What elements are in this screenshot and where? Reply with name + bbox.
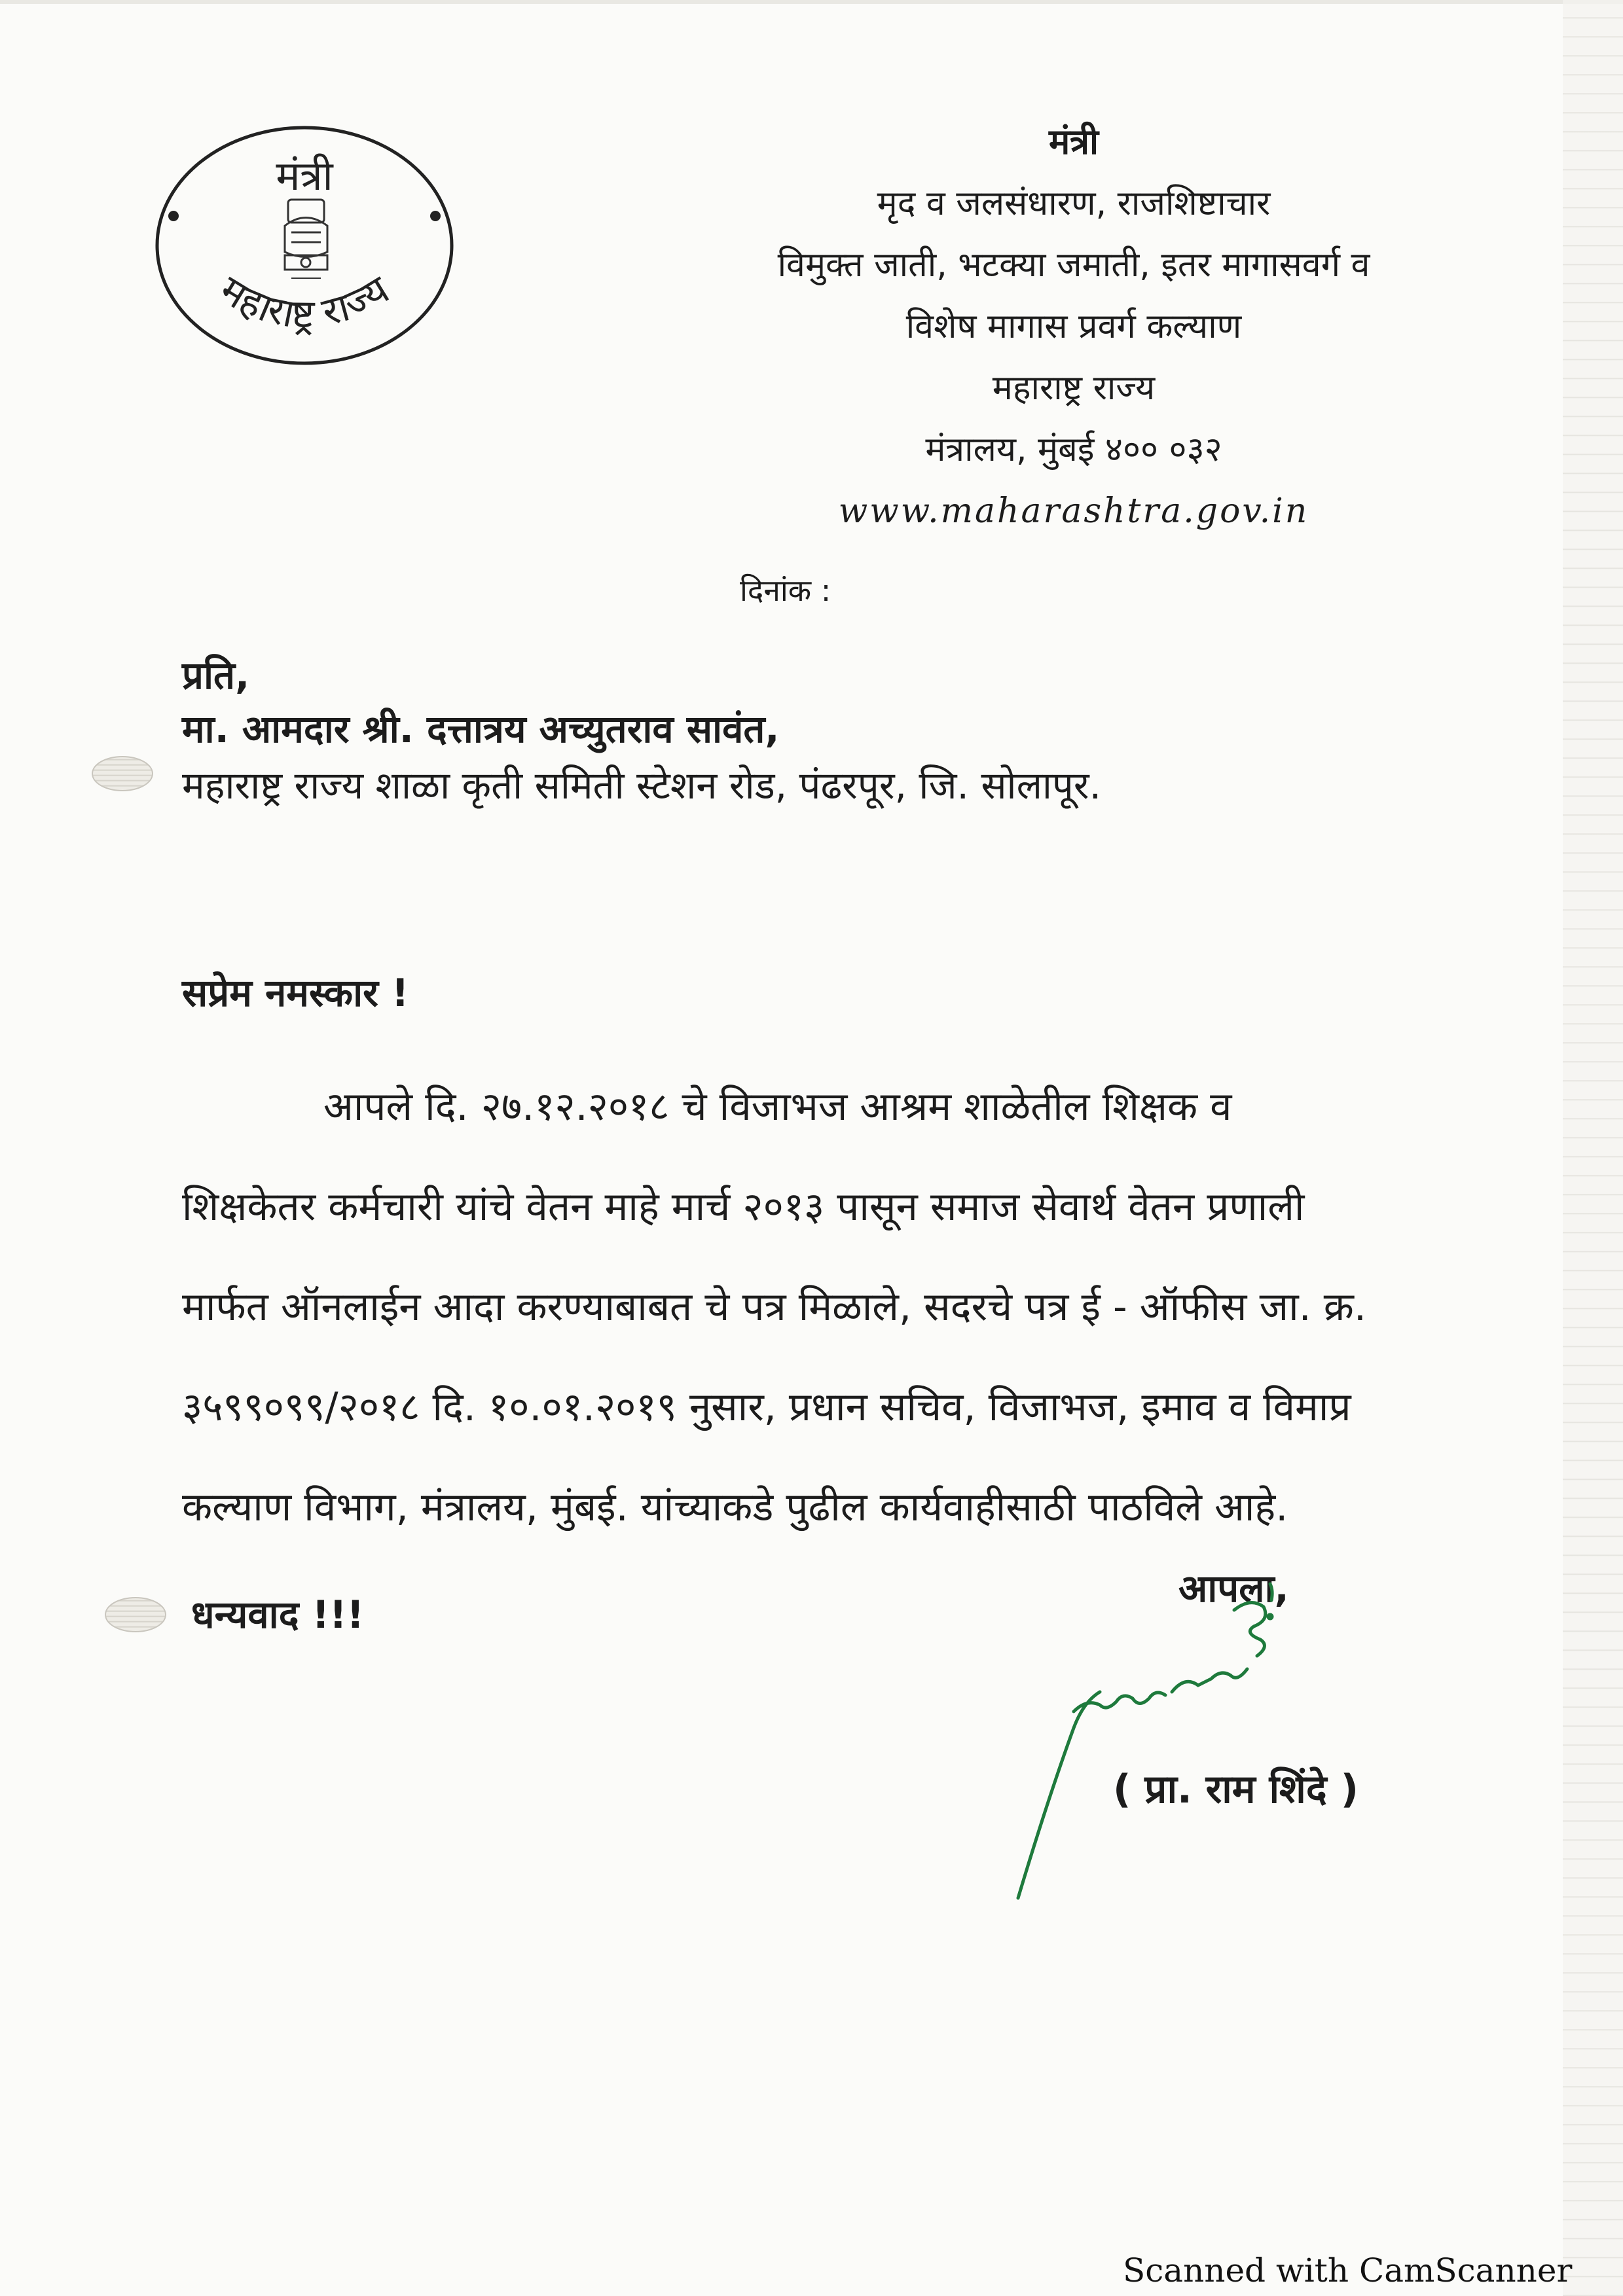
page-right-edge bbox=[1563, 0, 1623, 2296]
handwritten-signature bbox=[1002, 1571, 1473, 1911]
letterhead-address: मंत्रालय, मुंबई ४०० ०३२ bbox=[925, 430, 1222, 469]
letterhead-state: महाराष्ट्र राज्य bbox=[992, 368, 1156, 408]
punch-hole-lower bbox=[105, 1597, 166, 1632]
punch-hole-upper bbox=[92, 756, 153, 791]
recipient-name: मा. आमदार श्री. दत्तात्रय अच्युतराव सावंत, bbox=[182, 707, 780, 751]
ashoka-emblem-icon bbox=[285, 200, 327, 278]
body-line: मार्फत ऑनलाईन आदा करण्याबाबत चे पत्र मिळाले, सदरचे पत्र ई - ऑफीस जा. क्र. bbox=[182, 1284, 1366, 1330]
date-label: दिनांक : bbox=[740, 573, 831, 608]
body-line: शिक्षकेतर कर्मचारी यांचे वेतन माहे मार्च २०१३ पासून समाज सेवार्थ वेतन प्रणाली bbox=[182, 1184, 1305, 1230]
recipient-to: प्रति, bbox=[182, 653, 250, 698]
recipient-address: महाराष्ट्र राज्य शाळा कृती समिती स्टेशन रोड, पंढरपूर, जि. सोलापूर. bbox=[182, 763, 1102, 808]
letterhead bbox=[707, 111, 1440, 542]
seal-bottom-text: महाराष्ट्र राज्य bbox=[211, 266, 397, 338]
body-line: आपले दि. २७.१२.२०१८ चे विजाभज आश्रम शाळेतील शिक्षक व bbox=[323, 1084, 1232, 1130]
body-line: ३५९९०९९/२०१८ दि. १०.०१.२०१९ नुसार, प्रधान सचिव, विजाभज, इमाव व विमाप्र bbox=[182, 1384, 1351, 1430]
greeting: सप्रेम नमस्कार ! bbox=[182, 971, 409, 1015]
signatory-name: ( प्रा. राम शिंदे ) bbox=[1113, 1767, 1359, 1812]
thanks-text: धन्यवाद !!! bbox=[191, 1592, 365, 1637]
letter-body bbox=[182, 1057, 1563, 1558]
ministry-seal bbox=[151, 118, 458, 373]
yours-text: आपला, bbox=[1178, 1566, 1289, 1611]
letterhead-departments-3: विशेष मागास प्रवर्ग कल्याण bbox=[905, 307, 1242, 346]
recipient-block bbox=[182, 648, 1101, 814]
letterhead-departments-1: मृद व जलसंधारण, राजशिष्टाचार bbox=[877, 184, 1271, 223]
body-line: कल्याण विभाग, मंत्रालय, मुंबई. यांच्याकडे पुढील कार्यवाहीसाठी पाठविले आहे. bbox=[182, 1484, 1288, 1530]
letterhead-departments-2: विमुक्त जाती, भटक्या जमाती, इतर मागासवर्ग व bbox=[777, 245, 1370, 285]
scanner-watermark: Scanned with CamScanner bbox=[1123, 2251, 1573, 2289]
letterhead-website: www.maharashtra.gov.in bbox=[838, 492, 1309, 531]
page-top-edge bbox=[0, 0, 1623, 4]
letterhead-title: मंत्री bbox=[1048, 121, 1099, 162]
seal-top-text: मंत्री bbox=[276, 152, 333, 200]
